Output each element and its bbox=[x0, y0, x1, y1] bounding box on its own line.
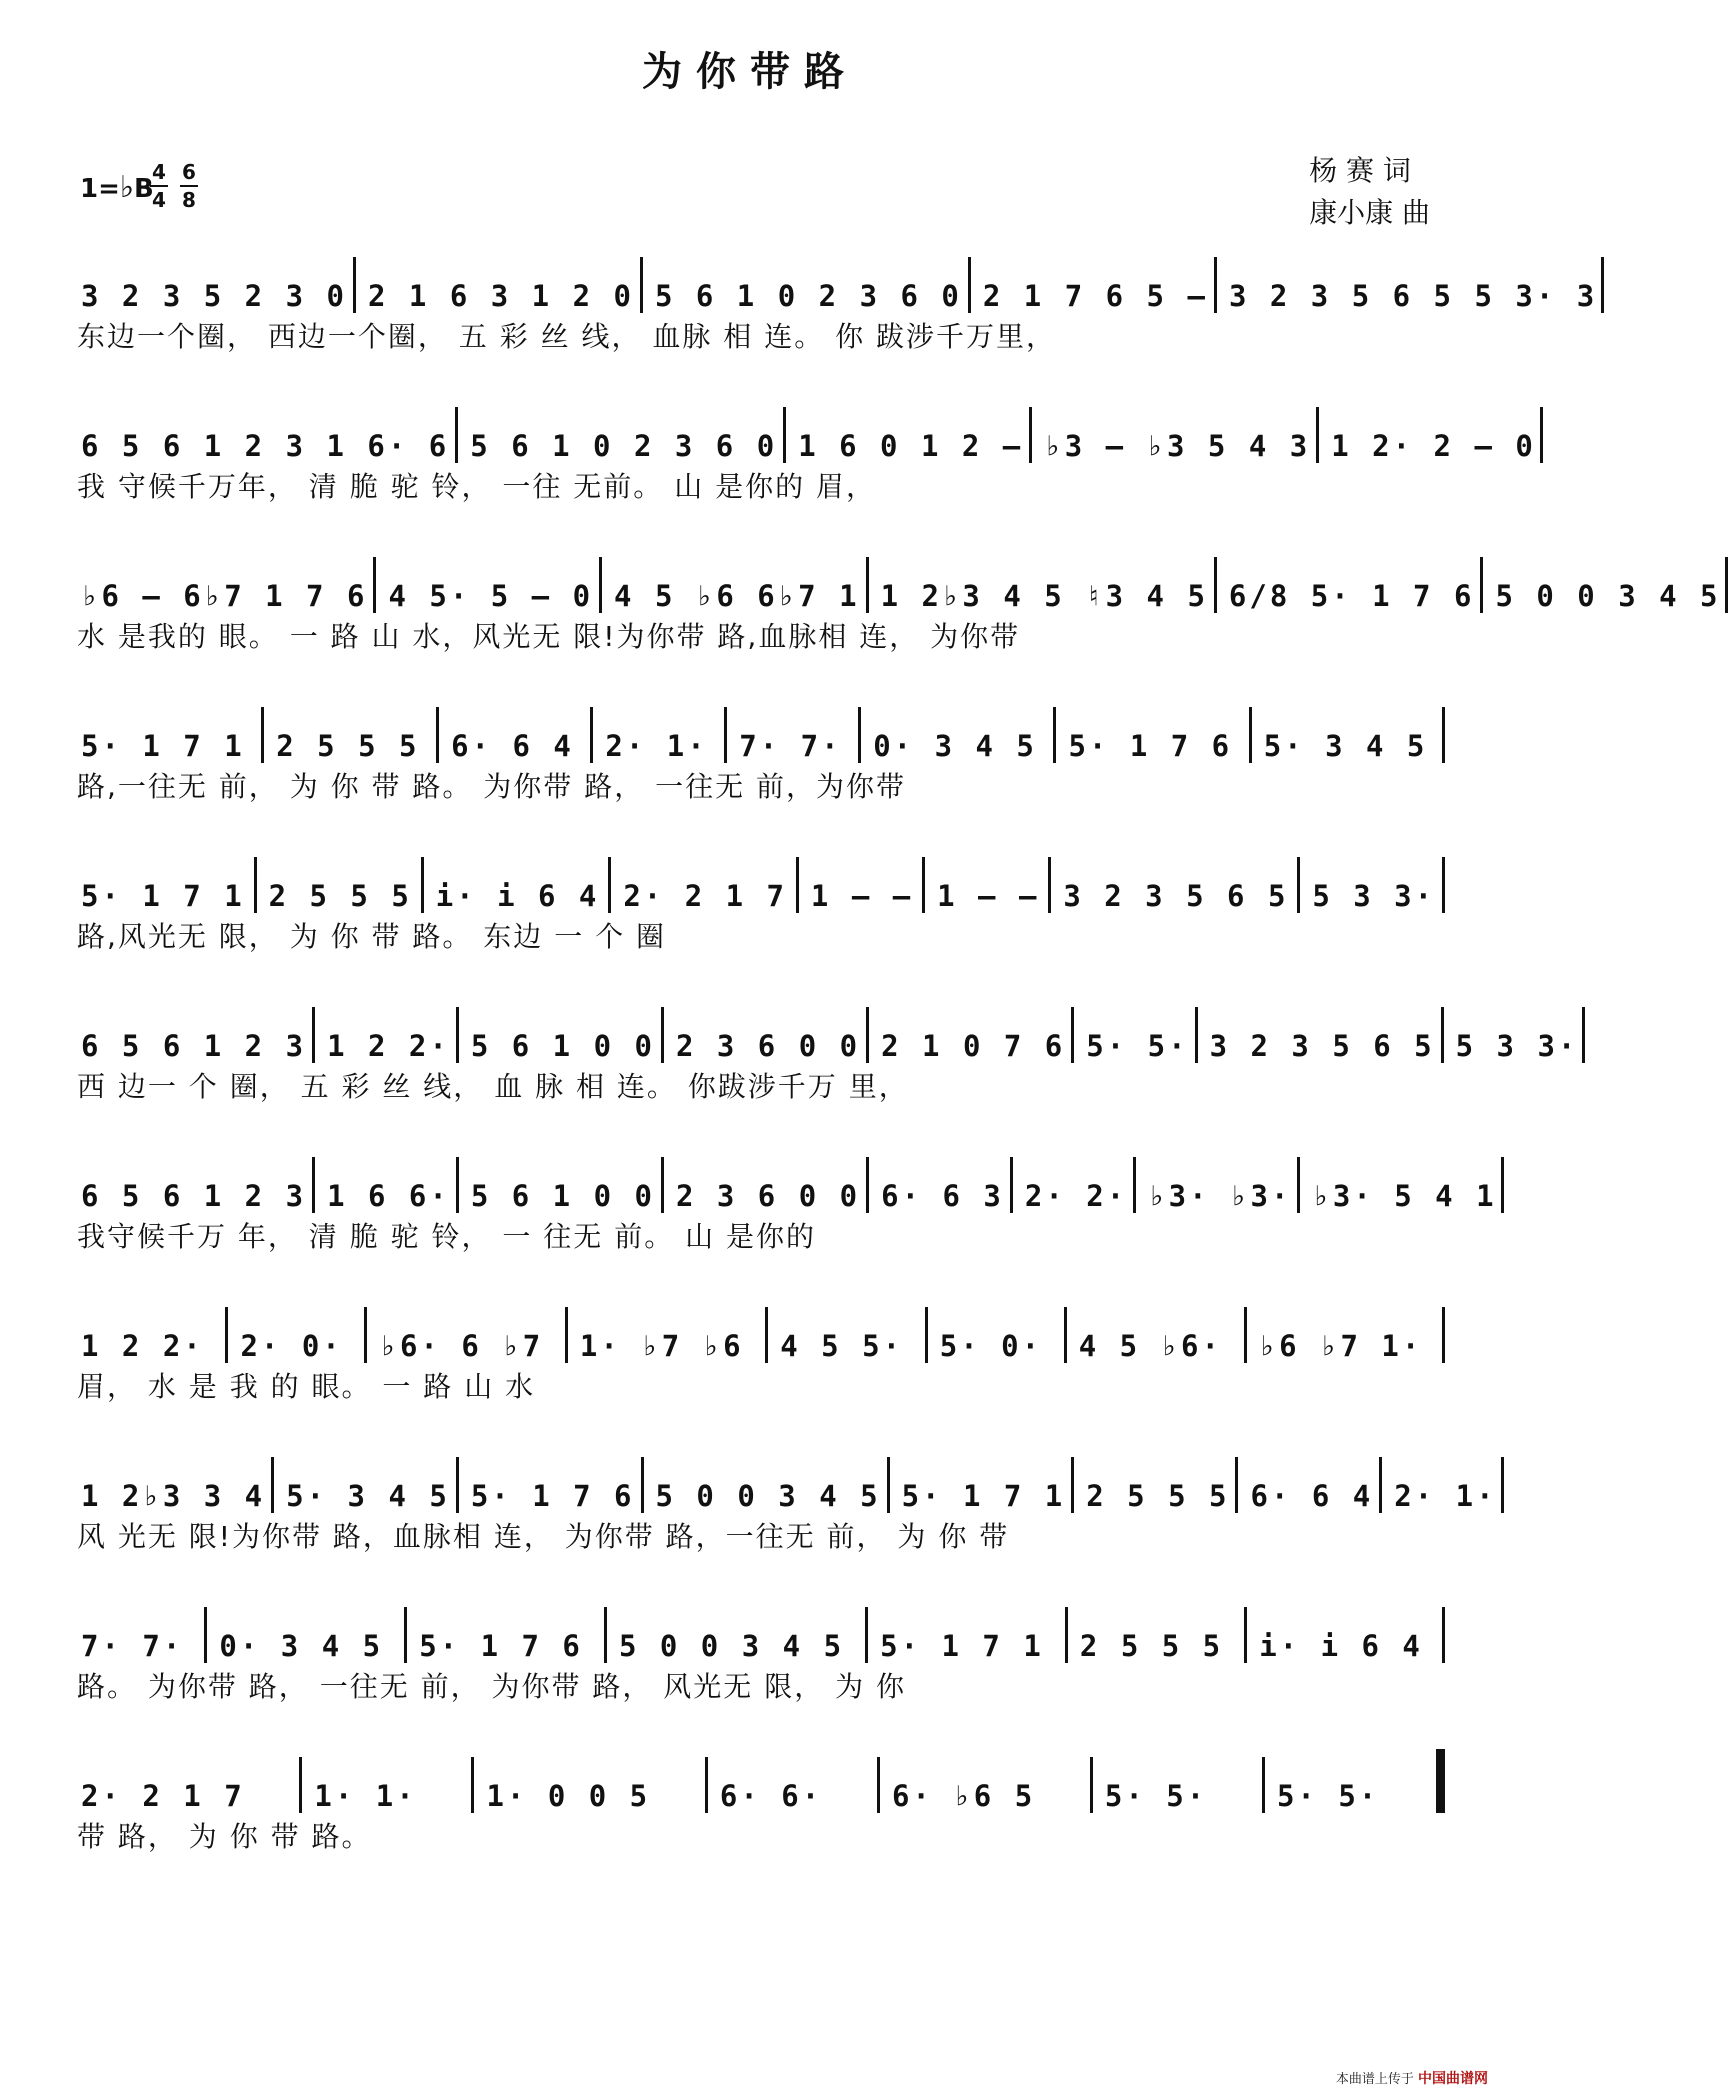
measure: 5· 3 4 5 bbox=[1263, 729, 1428, 763]
barline bbox=[353, 257, 356, 313]
lyrics-line: 我 守候千万年， 清 脆 驼 铃， 一往 无前。 山 是你的 眉， bbox=[77, 470, 877, 503]
barline bbox=[866, 557, 869, 613]
time-sig-top: 6 bbox=[182, 160, 196, 184]
lyrics-line: 路。 为你带 路， 一往无 前， 为你带 路， 风光无 限， 为 你 bbox=[77, 1670, 907, 1703]
barline bbox=[312, 1157, 315, 1213]
key-signature bbox=[80, 170, 154, 205]
lyrics-line: 风 光无 限!为你带 路，血脉相 连， 为你带 路，一往无 前， 为 你 带 bbox=[77, 1520, 1010, 1553]
barline bbox=[404, 1607, 407, 1663]
barline bbox=[271, 1457, 274, 1513]
score-system bbox=[75, 685, 1445, 835]
barline bbox=[436, 707, 439, 763]
time-signature-6-8 bbox=[180, 160, 198, 212]
measure: 5 6 1 0 0 bbox=[470, 1179, 655, 1213]
notation-line bbox=[75, 685, 1445, 763]
measure: 1 – – bbox=[810, 879, 914, 913]
measure: 1 6 0 1 2 – bbox=[798, 429, 1024, 463]
measure: 2 1 6 3 1 2 0 bbox=[367, 279, 634, 313]
barline bbox=[1235, 1457, 1238, 1513]
barline bbox=[1249, 707, 1252, 763]
upload-text: 本曲谱上传于 bbox=[1335, 2072, 1414, 2087]
measure: 3 2 3 5 6 5 bbox=[1063, 879, 1289, 913]
notation-line bbox=[75, 985, 1579, 1063]
barline bbox=[866, 1157, 869, 1213]
barline bbox=[1297, 1157, 1300, 1213]
barline bbox=[1441, 1007, 1444, 1063]
time-sig-top: 4 bbox=[152, 160, 166, 184]
barline bbox=[471, 1757, 474, 1813]
measure: 5· 5· bbox=[1276, 1779, 1380, 1813]
measure: 1 2· 2 – 0 bbox=[1331, 429, 1536, 463]
barline bbox=[968, 257, 971, 313]
measure: 2· 2· bbox=[1024, 1179, 1128, 1213]
notation-line bbox=[75, 1435, 1497, 1513]
measure: 1· 1· bbox=[314, 1779, 417, 1813]
measure: 5· 5· bbox=[1086, 1029, 1189, 1063]
key-prefix: 1= bbox=[80, 174, 120, 204]
score-system bbox=[75, 535, 1721, 685]
score-system bbox=[75, 1585, 1445, 1735]
barline bbox=[1195, 1007, 1198, 1063]
barline bbox=[765, 1307, 768, 1363]
barline bbox=[877, 1757, 880, 1813]
lyrics-line: 东边一个圈， 西边一个圈， 五 彩 丝 线， 血脉 相 连。 你 跋涉千万里， bbox=[77, 320, 1057, 353]
barline bbox=[705, 1757, 708, 1813]
barline bbox=[565, 1307, 568, 1363]
score-title: 为你带路 bbox=[642, 49, 858, 95]
barline bbox=[1540, 407, 1543, 463]
time-signature-4-4 bbox=[150, 160, 168, 212]
measure: 2 5 5 5 bbox=[276, 729, 420, 763]
measure: 7· 7· bbox=[739, 729, 842, 763]
score-system bbox=[75, 385, 1536, 535]
measure: 4 5· 5 – 0 bbox=[388, 579, 594, 613]
barline bbox=[1262, 1757, 1265, 1813]
barline bbox=[1244, 1307, 1247, 1363]
barline bbox=[204, 1607, 207, 1663]
measure: 5· 1 7 1 bbox=[81, 729, 245, 763]
measure: 5 3 3· bbox=[1312, 879, 1436, 913]
barline bbox=[1214, 557, 1217, 613]
lyricist: 杨 赛 词 bbox=[1309, 154, 1411, 187]
notation-line bbox=[75, 1285, 1445, 1363]
lyrics-line: 带 路， 为 你 带 路。 bbox=[77, 1820, 372, 1853]
barline bbox=[641, 1457, 644, 1513]
measure: 6 5 6 1 2 3 1 6· 6 bbox=[81, 429, 450, 463]
barline bbox=[783, 407, 786, 463]
barline bbox=[1090, 1757, 1093, 1813]
measure: 6 5 6 1 2 3 bbox=[81, 1029, 307, 1063]
barline bbox=[456, 1157, 459, 1213]
barline bbox=[640, 257, 643, 313]
lyrics-line: 西 边一 个 圈， 五 彩 丝 线， 血 脉 相 连。 你跋涉千万 里， bbox=[77, 1070, 909, 1103]
lyrics-line: 路,风光无 限， 为 你 带 路。 东边 一 个 圈 bbox=[77, 920, 667, 953]
barline bbox=[455, 407, 458, 463]
footer-watermark bbox=[1336, 2068, 1488, 2088]
measure: 1 2 2· bbox=[81, 1329, 204, 1363]
measure: 5· 1 7 6 bbox=[419, 1629, 583, 1663]
barline bbox=[1029, 407, 1032, 463]
score-system bbox=[75, 235, 1598, 385]
barline bbox=[1071, 1007, 1074, 1063]
measure: 4 5 5· bbox=[780, 1329, 904, 1363]
composer: 康小康 曲 bbox=[1309, 196, 1430, 229]
barline bbox=[254, 857, 257, 913]
measure: 5 0 0 3 4 5 bbox=[655, 1479, 881, 1513]
measure: 0· 3 4 5 bbox=[873, 729, 1037, 763]
barline bbox=[599, 557, 602, 613]
barline bbox=[866, 1007, 869, 1063]
measure: 5· 3 4 5 bbox=[286, 1479, 450, 1513]
barline bbox=[373, 557, 376, 613]
barline bbox=[456, 1457, 459, 1513]
measure: ♭3 – ♭3 5 4 3 bbox=[1044, 429, 1311, 463]
notation-line bbox=[75, 1585, 1445, 1663]
barline bbox=[922, 857, 925, 913]
measure: 6· ♭6 5 bbox=[891, 1779, 1036, 1813]
barline bbox=[604, 1607, 607, 1663]
barline bbox=[1379, 1457, 1382, 1513]
measure: 2 1 0 7 6 bbox=[881, 1029, 1066, 1063]
barline bbox=[421, 857, 424, 913]
score-system bbox=[75, 1285, 1445, 1435]
lyrics-line: 路,一往无 前， 为 你 带 路。 为你带 路， 一往无 前，为你带 bbox=[77, 770, 907, 803]
barline bbox=[261, 707, 264, 763]
final-barline bbox=[1436, 1749, 1445, 1813]
barline bbox=[1048, 857, 1051, 913]
barline bbox=[1133, 1157, 1136, 1213]
measure: 2 5 5 5 bbox=[1079, 1629, 1224, 1663]
measure: 6· 6 4 bbox=[451, 729, 574, 763]
barline bbox=[299, 1757, 302, 1813]
measure: 1 – – bbox=[937, 879, 1040, 913]
barline bbox=[1071, 1457, 1074, 1513]
measure: 2· 1· bbox=[1394, 1479, 1497, 1513]
measure: 2· 0· bbox=[240, 1329, 343, 1363]
measure: 1· ♭7 ♭6 bbox=[579, 1329, 744, 1363]
score-system bbox=[75, 835, 1445, 985]
measure: i· i 6 4 bbox=[1259, 1629, 1423, 1663]
notation-line bbox=[75, 385, 1536, 463]
notation-line bbox=[75, 535, 1721, 613]
lyrics-line: 水 是我的 眼。 一 路 山 水，风光无 限!为你带 路,血脉相 连， 为你带 bbox=[77, 620, 1021, 653]
measure: 2 5 5 5 bbox=[1086, 1479, 1230, 1513]
barline bbox=[796, 857, 799, 913]
notation-line bbox=[75, 835, 1445, 913]
measure: 3 2 3 5 6 5 5 3· 3 bbox=[1228, 279, 1598, 313]
measure: ♭3· ♭3· bbox=[1148, 1179, 1292, 1213]
measure: 6 5 6 1 2 3 bbox=[81, 1179, 307, 1213]
measure: 0· 3 4 5 bbox=[219, 1629, 384, 1663]
barline bbox=[865, 1607, 868, 1663]
score-system bbox=[75, 1435, 1497, 1585]
measure: 2· 1· bbox=[605, 729, 708, 763]
measure: 5· 1 7 1 bbox=[880, 1629, 1044, 1663]
barline bbox=[1297, 857, 1300, 913]
measure: 5· 1 7 1 bbox=[901, 1479, 1066, 1513]
barline bbox=[1316, 407, 1319, 463]
barline bbox=[1501, 1157, 1504, 1213]
measure: 6· 6 4 bbox=[1250, 1479, 1374, 1513]
barline bbox=[590, 707, 593, 763]
measure: 1 2 2· bbox=[327, 1029, 450, 1063]
barline bbox=[1442, 1607, 1445, 1663]
measure: 5 6 1 0 2 3 6 0 bbox=[654, 279, 962, 313]
measure: ♭3· 5 4 1 bbox=[1312, 1179, 1497, 1213]
measure: 2 3 6 0 0 bbox=[675, 1179, 861, 1213]
barline bbox=[661, 1157, 664, 1213]
measure: 1· 0 0 5 bbox=[486, 1779, 651, 1813]
measure: 6· 6 3 bbox=[881, 1179, 1004, 1213]
measure: 1 2♭3 3 4 bbox=[81, 1479, 266, 1513]
measure: 5· 5· bbox=[1104, 1779, 1208, 1813]
barline bbox=[364, 1307, 367, 1363]
barline bbox=[1442, 1307, 1445, 1363]
barline bbox=[1010, 1157, 1013, 1213]
measure: 5· 0· bbox=[939, 1329, 1043, 1363]
barline bbox=[1501, 1457, 1504, 1513]
barline bbox=[724, 707, 727, 763]
notation-line bbox=[75, 235, 1598, 313]
measure: 1 2♭3 4 5 ♮3 4 5 bbox=[880, 579, 1208, 613]
barline bbox=[608, 857, 611, 913]
notation-line bbox=[75, 1135, 1497, 1213]
barline bbox=[312, 1007, 315, 1063]
time-sig-bottom: 8 bbox=[182, 188, 196, 212]
score-system bbox=[75, 1135, 1497, 1285]
measure: 2 5 5 5 bbox=[268, 879, 412, 913]
barline bbox=[1442, 857, 1445, 913]
measure: 4 5 ♭6· bbox=[1078, 1329, 1222, 1363]
time-sig-bottom: 4 bbox=[152, 188, 166, 212]
barline bbox=[925, 1307, 928, 1363]
barline bbox=[858, 707, 861, 763]
measure: 5· 1 7 6 bbox=[1068, 729, 1233, 763]
key-note: B bbox=[134, 174, 154, 204]
measure: 5 0 0 3 4 5 bbox=[1495, 579, 1721, 613]
site-brand: 中国曲谱网 bbox=[1418, 2071, 1488, 2087]
measure: 5· 1 7 1 bbox=[81, 879, 245, 913]
measure: 5 0 0 3 4 5 bbox=[618, 1629, 845, 1663]
measure: ♭6 – 6♭7 1 7 6 bbox=[81, 579, 368, 613]
flat-sign: ♭ bbox=[119, 170, 135, 205]
measure: 6· 6· bbox=[719, 1779, 823, 1813]
measure: 5 6 1 0 2 3 6 0 bbox=[470, 429, 778, 463]
measure: 5 3 3· bbox=[1455, 1029, 1579, 1063]
barline bbox=[1064, 1307, 1067, 1363]
barline bbox=[456, 1007, 459, 1063]
measure: 3 2 3 5 6 5 bbox=[1209, 1029, 1435, 1063]
measure: 3 2 3 5 2 3 0 bbox=[81, 279, 347, 313]
barline bbox=[1214, 257, 1217, 313]
barline bbox=[1725, 557, 1728, 613]
barline bbox=[1065, 1607, 1068, 1663]
measure: ♭6 ♭7 1· bbox=[1258, 1329, 1423, 1363]
measure: 7· 7· bbox=[81, 1629, 184, 1663]
notation-line bbox=[75, 1735, 1445, 1813]
measure: 6/8 5· 1 7 6 bbox=[1228, 579, 1475, 613]
barline bbox=[1244, 1607, 1247, 1663]
measure: 2 3 6 0 0 bbox=[675, 1029, 861, 1063]
measure: 2 1 7 6 5 – bbox=[982, 279, 1208, 313]
measure: 1 6 6· bbox=[327, 1179, 450, 1213]
credits bbox=[1309, 150, 1430, 234]
lyrics-line: 眉， 水 是 我 的 眼。 一 路 山 水 bbox=[77, 1370, 536, 1403]
measure: 2· 2 1 7 bbox=[81, 1779, 245, 1813]
barline bbox=[1442, 707, 1445, 763]
measure: 4 5 ♭6 6♭7 1 bbox=[614, 579, 860, 613]
barline bbox=[1053, 707, 1056, 763]
lyrics-line: 我守候千万 年， 清 脆 驼 铃， 一 往无 前。 山 是你的 bbox=[77, 1220, 817, 1253]
score-system bbox=[75, 1735, 1445, 1885]
measure: 5· 1 7 6 bbox=[470, 1479, 635, 1513]
barline bbox=[1601, 257, 1604, 313]
barline bbox=[1582, 1007, 1585, 1063]
barline bbox=[661, 1007, 664, 1063]
barline bbox=[887, 1457, 890, 1513]
score-body bbox=[75, 235, 1721, 1885]
score-system bbox=[75, 985, 1579, 1135]
measure: 2· 2 1 7 bbox=[623, 879, 787, 913]
measure: i· i 6 4 bbox=[435, 879, 600, 913]
barline bbox=[225, 1307, 228, 1363]
measure: ♭6· 6 ♭7 bbox=[379, 1329, 544, 1363]
measure: 5 6 1 0 0 bbox=[470, 1029, 655, 1063]
barline bbox=[1480, 557, 1483, 613]
